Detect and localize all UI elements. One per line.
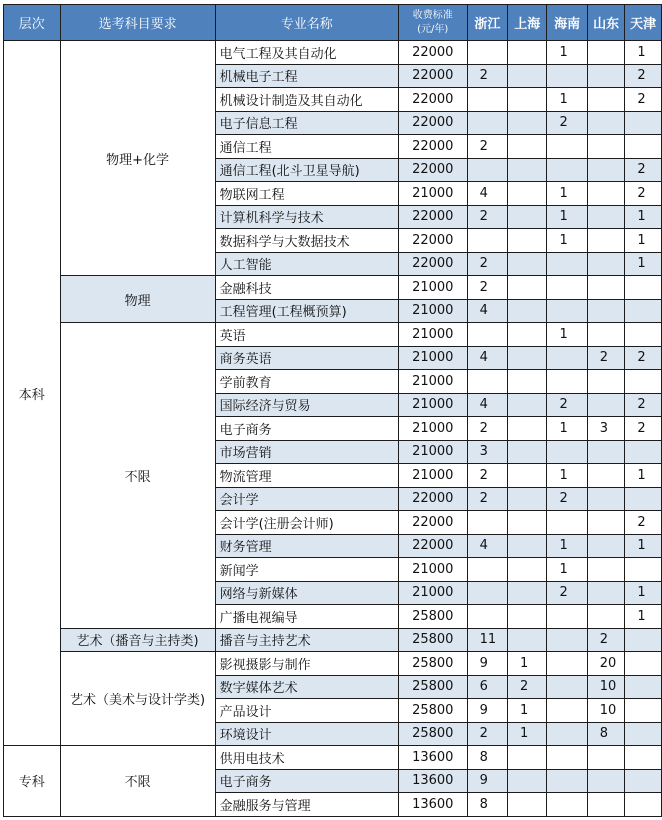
quota-cell-shanghai	[508, 605, 547, 629]
quota-cell-tianjin: 2	[625, 88, 662, 112]
quota-cell-shandong	[587, 487, 625, 511]
quota-cell-tianjin: 1	[625, 252, 662, 276]
quota-cell-shandong	[587, 88, 625, 112]
major-name-cell: 英语	[215, 323, 398, 347]
subject-requirement-cell: 物理	[60, 276, 215, 323]
quota-cell-tianjin: 1	[625, 41, 662, 65]
quota-cell-zhejiang: 2	[467, 64, 507, 88]
quota-cell-hainan: 1	[547, 205, 587, 229]
quota-cell-hainan	[547, 746, 587, 770]
major-name-cell: 商务英语	[215, 346, 398, 370]
quota-cell-shandong	[587, 182, 625, 206]
quota-cell-hainan	[547, 276, 587, 300]
quota-cell-shandong	[587, 299, 625, 323]
quota-cell-shandong: 3	[587, 417, 625, 441]
quota-cell-shandong	[587, 393, 625, 417]
quota-cell-zhejiang	[467, 158, 507, 182]
header-province-shanghai: 上海	[508, 5, 547, 41]
header-fee-line1: 收费标准	[412, 9, 453, 21]
major-name-cell: 网络与新媒体	[215, 581, 398, 605]
quota-cell-shandong: 10	[587, 699, 625, 723]
quota-cell-shandong	[587, 41, 625, 65]
quota-cell-zhejiang: 9	[467, 769, 507, 793]
fee-cell: 21000	[398, 299, 467, 323]
quota-cell-tianjin: 2	[625, 158, 662, 182]
header-province-tianjin: 天津	[625, 5, 662, 41]
major-name-cell: 通信工程(北斗卫星导航)	[215, 158, 398, 182]
quota-cell-shanghai	[508, 464, 547, 488]
quota-cell-zhejiang: 4	[467, 299, 507, 323]
quota-cell-hainan: 1	[547, 88, 587, 112]
quota-cell-shanghai	[508, 111, 547, 135]
table-body	[4, 41, 662, 817]
table-row	[4, 323, 662, 347]
quota-cell-shanghai	[508, 252, 547, 276]
fee-cell: 21000	[398, 370, 467, 394]
quota-cell-zhejiang	[467, 370, 507, 394]
major-name-cell: 机械电子工程	[215, 64, 398, 88]
quota-cell-hainan	[547, 628, 587, 652]
quota-cell-zhejiang: 4	[467, 393, 507, 417]
quota-cell-hainan	[547, 722, 587, 746]
quota-cell-shandong	[587, 111, 625, 135]
quota-cell-tianjin	[625, 746, 662, 770]
major-name-cell: 产品设计	[215, 699, 398, 723]
quota-cell-zhejiang: 4	[467, 182, 507, 206]
quota-cell-tianjin: 2	[625, 393, 662, 417]
quota-cell-zhejiang: 4	[467, 534, 507, 558]
quota-cell-shanghai	[508, 64, 547, 88]
quota-cell-shanghai	[508, 370, 547, 394]
quota-cell-hainan: 2	[547, 111, 587, 135]
quota-cell-zhejiang: 2	[467, 252, 507, 276]
quota-cell-tianjin: 1	[625, 464, 662, 488]
quota-cell-shandong	[587, 323, 625, 347]
fee-cell: 21000	[398, 393, 467, 417]
quota-cell-tianjin	[625, 793, 662, 817]
quota-cell-zhejiang: 3	[467, 440, 507, 464]
quota-cell-shanghai	[508, 581, 547, 605]
quota-cell-hainan: 2	[547, 393, 587, 417]
quota-cell-shanghai	[508, 417, 547, 441]
quota-cell-shandong	[587, 605, 625, 629]
quota-cell-tianjin	[625, 699, 662, 723]
quota-cell-hainan: 1	[547, 558, 587, 582]
fee-cell: 22000	[398, 111, 467, 135]
fee-cell: 22000	[398, 135, 467, 159]
level-cell: 专科	[4, 746, 61, 817]
quota-cell-tianjin	[625, 652, 662, 676]
quota-cell-zhejiang: 2	[467, 464, 507, 488]
quota-cell-tianjin: 1	[625, 581, 662, 605]
quota-cell-hainan: 1	[547, 41, 587, 65]
quota-cell-shandong	[587, 558, 625, 582]
quota-cell-tianjin: 1	[625, 229, 662, 253]
major-name-cell: 计算机科学与技术	[215, 205, 398, 229]
fee-cell: 22000	[398, 41, 467, 65]
fee-cell: 21000	[398, 440, 467, 464]
quota-cell-shanghai	[508, 487, 547, 511]
quota-cell-zhejiang: 2	[467, 205, 507, 229]
subject-requirement-cell: 艺术（播音与主持类)	[60, 628, 215, 652]
quota-cell-hainan	[547, 135, 587, 159]
quota-cell-tianjin	[625, 487, 662, 511]
quota-cell-shanghai	[508, 299, 547, 323]
quota-cell-zhejiang: 8	[467, 793, 507, 817]
fee-cell: 13600	[398, 793, 467, 817]
quota-cell-zhejiang	[467, 511, 507, 535]
quota-cell-shanghai: 1	[508, 652, 547, 676]
major-name-cell: 数字媒体艺术	[215, 675, 398, 699]
header-level: 层次	[4, 5, 61, 41]
quota-cell-shandong: 10	[587, 675, 625, 699]
fee-cell: 25800	[398, 628, 467, 652]
quota-cell-shanghai	[508, 534, 547, 558]
quota-cell-zhejiang: 8	[467, 746, 507, 770]
table-row	[4, 628, 662, 652]
header-fee	[398, 5, 467, 41]
quota-cell-zhejiang: 2	[467, 722, 507, 746]
quota-cell-hainan	[547, 440, 587, 464]
quota-cell-zhejiang: 6	[467, 675, 507, 699]
level-cell: 本科	[4, 41, 61, 746]
quota-cell-shandong	[587, 464, 625, 488]
quota-cell-shandong	[587, 229, 625, 253]
quota-cell-tianjin	[625, 135, 662, 159]
quota-cell-hainan: 1	[547, 534, 587, 558]
quota-cell-zhejiang: 2	[467, 487, 507, 511]
fee-cell: 25800	[398, 652, 467, 676]
quota-cell-shanghai: 2	[508, 675, 547, 699]
quota-cell-hainan: 2	[547, 487, 587, 511]
quota-cell-hainan	[547, 299, 587, 323]
quota-cell-zhejiang	[467, 323, 507, 347]
fee-cell: 21000	[398, 182, 467, 206]
major-name-cell: 金融科技	[215, 276, 398, 300]
quota-cell-zhejiang	[467, 581, 507, 605]
quota-cell-hainan: 1	[547, 229, 587, 253]
quota-cell-tianjin: 1	[625, 534, 662, 558]
major-name-cell: 工程管理(工程概预算)	[215, 299, 398, 323]
major-name-cell: 国际经济与贸易	[215, 393, 398, 417]
fee-cell: 21000	[398, 323, 467, 347]
major-name-cell: 人工智能	[215, 252, 398, 276]
quota-cell-zhejiang	[467, 558, 507, 582]
subject-requirement-cell: 艺术（美术与设计学类)	[60, 652, 215, 746]
quota-cell-shandong: 8	[587, 722, 625, 746]
quota-cell-shandong: 2	[587, 628, 625, 652]
quota-cell-shandong	[587, 511, 625, 535]
quota-cell-hainan	[547, 252, 587, 276]
quota-cell-zhejiang: 11	[467, 628, 507, 652]
fee-cell: 22000	[398, 252, 467, 276]
quota-cell-zhejiang: 2	[467, 417, 507, 441]
subject-requirement-cell: 不限	[60, 746, 215, 817]
quota-cell-tianjin	[625, 111, 662, 135]
quota-cell-shanghai	[508, 440, 547, 464]
quota-cell-tianjin	[625, 323, 662, 347]
major-name-cell: 物流管理	[215, 464, 398, 488]
quota-cell-shandong	[587, 440, 625, 464]
quota-cell-shanghai	[508, 88, 547, 112]
header-province-shandong: 山东	[587, 5, 625, 41]
quota-cell-tianjin	[625, 299, 662, 323]
quota-cell-shandong: 20	[587, 652, 625, 676]
quota-cell-hainan	[547, 511, 587, 535]
major-name-cell: 金融服务与管理	[215, 793, 398, 817]
major-name-cell: 市场营销	[215, 440, 398, 464]
major-name-cell: 影视摄影与制作	[215, 652, 398, 676]
fee-cell: 25800	[398, 675, 467, 699]
quota-cell-shanghai	[508, 346, 547, 370]
header-major-name: 专业名称	[215, 5, 398, 41]
major-name-cell: 环境设计	[215, 722, 398, 746]
major-name-cell: 播音与主持艺术	[215, 628, 398, 652]
quota-cell-shanghai: 1	[508, 722, 547, 746]
quota-cell-tianjin: 2	[625, 417, 662, 441]
quota-cell-shandong	[587, 581, 625, 605]
quota-cell-tianjin: 2	[625, 346, 662, 370]
quota-cell-shanghai	[508, 323, 547, 347]
fee-cell: 22000	[398, 88, 467, 112]
quota-cell-shandong: 2	[587, 346, 625, 370]
quota-cell-tianjin: 2	[625, 182, 662, 206]
quota-cell-zhejiang	[467, 41, 507, 65]
quota-cell-tianjin	[625, 276, 662, 300]
quota-cell-hainan	[547, 158, 587, 182]
quota-cell-shanghai	[508, 393, 547, 417]
quota-cell-hainan	[547, 769, 587, 793]
quota-cell-tianjin	[625, 558, 662, 582]
quota-cell-shandong	[587, 276, 625, 300]
fee-cell: 25800	[398, 722, 467, 746]
quota-cell-zhejiang: 2	[467, 276, 507, 300]
quota-cell-tianjin: 2	[625, 511, 662, 535]
major-name-cell: 会计学(注册会计师)	[215, 511, 398, 535]
quota-cell-shanghai	[508, 135, 547, 159]
subject-requirement-cell: 物理+化学	[60, 41, 215, 276]
quota-cell-shanghai	[508, 158, 547, 182]
fee-cell: 22000	[398, 64, 467, 88]
fee-cell: 25800	[398, 605, 467, 629]
quota-cell-tianjin: 1	[625, 205, 662, 229]
quota-cell-shanghai	[508, 746, 547, 770]
major-name-cell: 通信工程	[215, 135, 398, 159]
quota-cell-hainan: 1	[547, 182, 587, 206]
quota-cell-zhejiang: 4	[467, 346, 507, 370]
fee-cell: 13600	[398, 769, 467, 793]
quota-cell-hainan	[547, 64, 587, 88]
quota-cell-zhejiang: 9	[467, 699, 507, 723]
quota-cell-shanghai	[508, 558, 547, 582]
quota-cell-shandong	[587, 793, 625, 817]
quota-cell-zhejiang: 2	[467, 135, 507, 159]
header-fee-line2: (元/年)	[417, 23, 449, 35]
quota-cell-shanghai	[508, 793, 547, 817]
quota-cell-tianjin	[625, 440, 662, 464]
major-name-cell: 广播电视编导	[215, 605, 398, 629]
quota-cell-tianjin: 2	[625, 64, 662, 88]
major-name-cell: 电气工程及其自动化	[215, 41, 398, 65]
quota-cell-hainan	[547, 605, 587, 629]
header-subject-requirement: 选考科目要求	[60, 5, 215, 41]
subject-requirement-cell: 不限	[60, 323, 215, 629]
quota-cell-shandong	[587, 746, 625, 770]
header-province-zhejiang: 浙江	[467, 5, 507, 41]
major-name-cell: 会计学	[215, 487, 398, 511]
fee-cell: 22000	[398, 205, 467, 229]
enrollment-plan-table	[3, 4, 662, 817]
major-name-cell: 物联网工程	[215, 182, 398, 206]
quota-cell-shanghai	[508, 182, 547, 206]
quota-cell-hainan: 1	[547, 464, 587, 488]
major-name-cell: 电子商务	[215, 769, 398, 793]
quota-cell-shandong	[587, 534, 625, 558]
header-row	[4, 5, 662, 41]
quota-cell-shandong	[587, 370, 625, 394]
quota-cell-hainan: 2	[547, 581, 587, 605]
quota-cell-shanghai	[508, 276, 547, 300]
major-name-cell: 学前教育	[215, 370, 398, 394]
quota-cell-shandong	[587, 252, 625, 276]
quota-cell-hainan: 1	[547, 417, 587, 441]
major-name-cell: 电子商务	[215, 417, 398, 441]
quota-cell-shandong	[587, 205, 625, 229]
fee-cell: 21000	[398, 417, 467, 441]
quota-cell-shanghai	[508, 229, 547, 253]
fee-cell: 21000	[398, 346, 467, 370]
fee-cell: 22000	[398, 511, 467, 535]
major-name-cell: 财务管理	[215, 534, 398, 558]
header-province-hainan: 海南	[547, 5, 587, 41]
quota-cell-zhejiang: 9	[467, 652, 507, 676]
quota-cell-hainan	[547, 699, 587, 723]
quota-cell-zhejiang	[467, 229, 507, 253]
quota-cell-shanghai	[508, 769, 547, 793]
fee-cell: 21000	[398, 581, 467, 605]
fee-cell: 22000	[398, 229, 467, 253]
quota-cell-zhejiang	[467, 88, 507, 112]
quota-cell-hainan	[547, 346, 587, 370]
quota-cell-shanghai: 1	[508, 699, 547, 723]
quota-cell-hainan	[547, 652, 587, 676]
table-row	[4, 652, 662, 676]
fee-cell: 21000	[398, 464, 467, 488]
fee-cell: 22000	[398, 158, 467, 182]
fee-cell: 21000	[398, 558, 467, 582]
quota-cell-hainan	[547, 793, 587, 817]
quota-cell-shandong	[587, 769, 625, 793]
quota-cell-shandong	[587, 135, 625, 159]
quota-cell-tianjin	[625, 675, 662, 699]
major-name-cell: 新闻学	[215, 558, 398, 582]
quota-cell-hainan	[547, 370, 587, 394]
quota-cell-tianjin: 1	[625, 605, 662, 629]
fee-cell: 25800	[398, 699, 467, 723]
quota-cell-shandong	[587, 64, 625, 88]
quota-cell-hainan	[547, 675, 587, 699]
quota-cell-tianjin	[625, 769, 662, 793]
quota-cell-shanghai	[508, 41, 547, 65]
quota-cell-tianjin	[625, 722, 662, 746]
fee-cell: 13600	[398, 746, 467, 770]
quota-cell-zhejiang	[467, 111, 507, 135]
major-name-cell: 机械设计制造及其自动化	[215, 88, 398, 112]
table-row	[4, 41, 662, 65]
fee-cell: 22000	[398, 487, 467, 511]
quota-cell-shandong	[587, 158, 625, 182]
quota-cell-hainan: 1	[547, 323, 587, 347]
table-row	[4, 276, 662, 300]
major-name-cell: 电子信息工程	[215, 111, 398, 135]
quota-cell-zhejiang	[467, 605, 507, 629]
quota-cell-shanghai	[508, 205, 547, 229]
quota-cell-tianjin	[625, 628, 662, 652]
quota-cell-shanghai	[508, 511, 547, 535]
major-name-cell: 供用电技术	[215, 746, 398, 770]
fee-cell: 22000	[398, 534, 467, 558]
major-name-cell: 数据科学与大数据技术	[215, 229, 398, 253]
quota-cell-shanghai	[508, 628, 547, 652]
fee-cell: 21000	[398, 276, 467, 300]
table-row	[4, 746, 662, 770]
quota-cell-tianjin	[625, 370, 662, 394]
